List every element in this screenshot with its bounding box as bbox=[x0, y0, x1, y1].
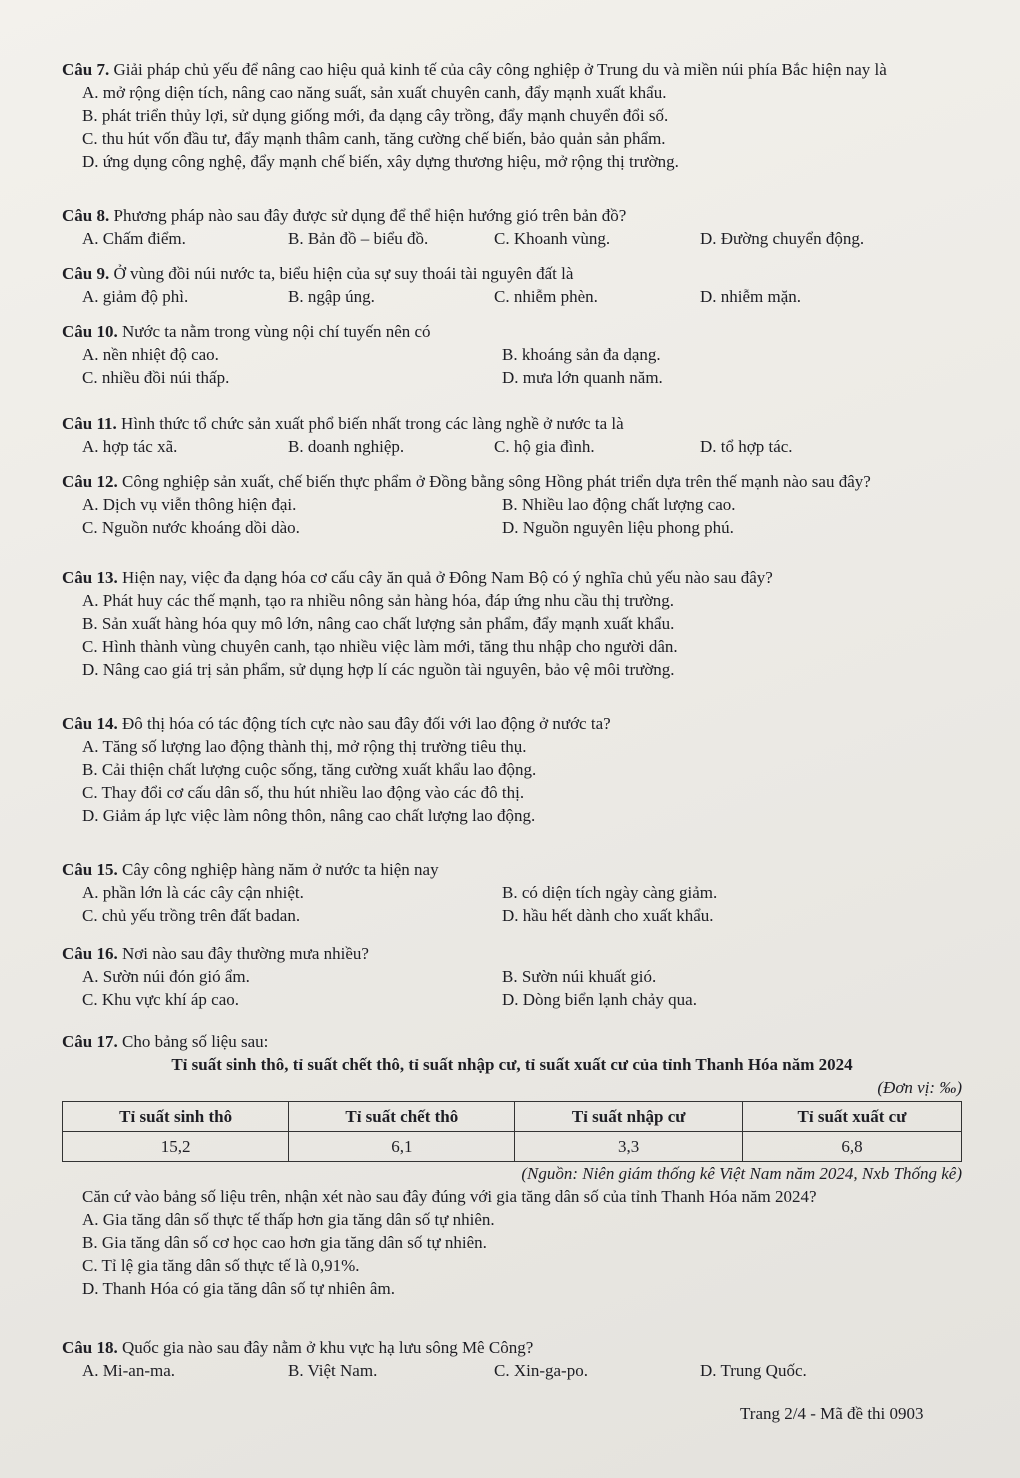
question-stem: Phương pháp nào sau đây được sử dụng để thể hiện hướng gió trên bản đồ? bbox=[113, 206, 627, 225]
question-label: Câu 9. bbox=[62, 264, 110, 283]
option-d: D. nhiễm mặn. bbox=[700, 287, 802, 306]
question-label: Câu 17. bbox=[62, 1032, 118, 1051]
table-cell: 6,1 bbox=[289, 1132, 515, 1162]
question-text: Căn cứ vào bảng số liệu trên, nhận xét nào sau đây đúng với gia tăng dân số của tỉnh Thanh Hóa năm 2024? bbox=[82, 1187, 817, 1206]
option-b: B. Sản xuất hàng hóa quy mô lớn, nâng cao chất lượng sản phẩm, đẩy mạnh xuất khẩu. bbox=[82, 614, 675, 633]
option-c: C. Khu vực khí áp cao. bbox=[82, 990, 239, 1009]
table-source: (Nguồn: Niên giám thống kê Việt Nam năm 2024, Nxb Thống kê) bbox=[521, 1164, 962, 1183]
question-15 bbox=[62, 858, 962, 927]
option-b: B. Cải thiện chất lượng cuộc sống, tăng cường xuất khẩu lao động. bbox=[82, 760, 537, 779]
option-c: C. Khoanh vùng. bbox=[494, 229, 611, 248]
option-b: B. phát triển thủy lợi, sử dụng giống mới, đa dạng cây trồng, đẩy mạnh chuyển đổi số. bbox=[82, 106, 669, 125]
option-b: B. Việt Nam. bbox=[288, 1361, 378, 1380]
option-d: D. mưa lớn quanh năm. bbox=[502, 368, 663, 387]
option-a: A. mở rộng diện tích, nâng cao năng suất, sản xuất chuyên canh, đẩy mạnh xuất khẩu. bbox=[82, 83, 667, 102]
table-title: Tỉ suất sinh thô, tỉ suất chết thô, tỉ suất nhập cư, tỉ suất xuất cư của tỉnh Thanh Hóa năm 2024 bbox=[171, 1055, 853, 1074]
option-a: A. Mi-an-ma. bbox=[82, 1361, 176, 1380]
question-stem: Đô thị hóa có tác động tích cực nào sau đây đối với lao động ở nước ta? bbox=[121, 714, 611, 733]
option-b: B. Gia tăng dân số cơ học cao hơn gia tăng dân số tự nhiên. bbox=[82, 1233, 487, 1252]
option-c: C. nhiễm phèn. bbox=[494, 287, 598, 306]
table-row bbox=[63, 1132, 962, 1162]
question-label: Câu 14. bbox=[62, 714, 118, 733]
question-10 bbox=[62, 320, 962, 389]
option-d: D. ứng dụng công nghệ, đẩy mạnh chế biến, xây dựng thương hiệu, mở rộng thị trường. bbox=[82, 152, 679, 171]
option-d: D. Đường chuyển động. bbox=[700, 229, 865, 248]
option-c: C. Thay đổi cơ cấu dân số, thu hút nhiều lao động vào các đô thị. bbox=[82, 783, 525, 802]
question-7 bbox=[62, 58, 962, 173]
question-stem: Giải pháp chủ yếu để nâng cao hiệu quả kinh tế của cây công nghiệp ở Trung du và miền núi phía Bắc hiện nay là bbox=[113, 60, 887, 79]
option-c: C. Hình thành vùng chuyên canh, tạo nhiều việc làm mới, tăng thu nhập cho người dân. bbox=[82, 637, 678, 656]
option-c: C. thu hút vốn đầu tư, đẩy mạnh thâm canh, tăng cường chế biến, bảo quản sản phẩm. bbox=[82, 129, 666, 148]
option-d: D. Dòng biển lạnh chảy qua. bbox=[502, 990, 697, 1009]
option-b: B. khoáng sản đa dạng. bbox=[502, 345, 661, 364]
table-header: Tỉ suất xuất cư bbox=[742, 1102, 961, 1132]
question-stem: Cây công nghiệp hàng năm ở nước ta hiện nay bbox=[121, 860, 439, 879]
question-label: Câu 8. bbox=[62, 206, 110, 225]
question-label: Câu 16. bbox=[62, 944, 118, 963]
question-stem: Nơi nào sau đây thường mưa nhiều? bbox=[121, 944, 369, 963]
question-label: Câu 13. bbox=[62, 568, 118, 587]
option-a: A. Tăng số lượng lao động thành thị, mở rộng thị trường tiêu thụ. bbox=[82, 737, 527, 756]
question-8 bbox=[62, 204, 962, 250]
table-cell: 15,2 bbox=[63, 1132, 289, 1162]
option-d: D. Thanh Hóa có gia tăng dân số tự nhiên âm. bbox=[82, 1279, 395, 1298]
data-table bbox=[62, 1101, 962, 1162]
question-stem: Ở vùng đồi núi nước ta, biểu hiện của sự suy thoái tài nguyên đất là bbox=[113, 264, 574, 283]
option-b: B. Sườn núi khuất gió. bbox=[502, 967, 657, 986]
question-label: Câu 12. bbox=[62, 472, 118, 491]
question-16 bbox=[62, 942, 962, 1011]
table-cell: 6,8 bbox=[742, 1132, 961, 1162]
option-c: C. chủ yếu trồng trên đất badan. bbox=[82, 906, 301, 925]
question-label: Câu 10. bbox=[62, 322, 118, 341]
option-b: B. có diện tích ngày càng giảm. bbox=[502, 883, 718, 902]
option-a: A. giảm độ phì. bbox=[82, 287, 189, 306]
option-a: A. Chấm điểm. bbox=[82, 229, 186, 248]
option-a: A. Gia tăng dân số thực tế thấp hơn gia tăng dân số tự nhiên. bbox=[82, 1210, 495, 1229]
question-stem: Hiện nay, việc đa dạng hóa cơ cấu cây ăn quả ở Đông Nam Bộ có ý nghĩa chủ yếu nào sau đây? bbox=[121, 568, 773, 587]
table-header: Tỉ suất chết thô bbox=[289, 1102, 515, 1132]
question-17 bbox=[62, 1030, 962, 1300]
option-b: B. ngập úng. bbox=[288, 287, 375, 306]
question-stem: Công nghiệp sản xuất, chế biến thực phẩm ở Đồng bằng sông Hồng phát triển dựa trên thế mạnh nào sau đây? bbox=[121, 472, 871, 491]
table-header: Tỉ suất sinh thô bbox=[63, 1102, 289, 1132]
option-c: C. nhiều đồi núi thấp. bbox=[82, 368, 230, 387]
question-13 bbox=[62, 566, 962, 681]
option-c: C. hộ gia đình. bbox=[494, 437, 595, 456]
question-14 bbox=[62, 712, 962, 827]
page-footer: Trang 2/4 - Mã đề thi 0903 bbox=[740, 1404, 924, 1423]
question-stem: Hình thức tổ chức sản xuất phổ biến nhất trong các làng nghề ở nước ta là bbox=[121, 414, 624, 433]
option-a: A. phần lớn là các cây cận nhiệt. bbox=[82, 883, 304, 902]
option-a: A. Dịch vụ viễn thông hiện đại. bbox=[82, 495, 297, 514]
table-header: Tỉ suất nhập cư bbox=[515, 1102, 743, 1132]
option-b: B. doanh nghiệp. bbox=[288, 437, 405, 456]
option-c: C. Xin-ga-po. bbox=[494, 1361, 588, 1380]
option-a: A. Phát huy các thế mạnh, tạo ra nhiều nông sản hàng hóa, đáp ứng nhu cầu thị trường. bbox=[82, 591, 675, 610]
question-stem: Cho bảng số liệu sau: bbox=[121, 1032, 269, 1051]
option-d: D. Giảm áp lực việc làm nông thôn, nâng cao chất lượng lao động. bbox=[82, 806, 536, 825]
option-a: A. Sườn núi đón gió ẩm. bbox=[82, 967, 250, 986]
option-d: D. Nguồn nguyên liệu phong phú. bbox=[502, 518, 734, 537]
option-a: A. hợp tác xã. bbox=[82, 437, 178, 456]
question-label: Câu 7. bbox=[62, 60, 110, 79]
question-stem: Quốc gia nào sau đây nằm ở khu vực hạ lưu sông Mê Công? bbox=[121, 1338, 534, 1357]
option-b: B. Nhiều lao động chất lượng cao. bbox=[502, 495, 736, 514]
option-b: B. Bản đồ – biểu đồ. bbox=[288, 229, 429, 248]
question-stem: Nước ta nằm trong vùng nội chí tuyến nên có bbox=[121, 322, 431, 341]
table-header-row bbox=[63, 1102, 962, 1132]
question-12 bbox=[62, 470, 962, 539]
option-a: A. nền nhiệt độ cao. bbox=[82, 345, 219, 364]
option-c: C. Nguồn nước khoáng dồi dào. bbox=[82, 518, 300, 537]
question-label: Câu 18. bbox=[62, 1338, 118, 1357]
table-cell: 3,3 bbox=[515, 1132, 743, 1162]
question-label: Câu 15. bbox=[62, 860, 118, 879]
option-d: D. tổ hợp tác. bbox=[700, 437, 793, 456]
question-9 bbox=[62, 262, 962, 308]
question-label: Câu 11. bbox=[62, 414, 117, 433]
option-d: D. hầu hết dành cho xuất khẩu. bbox=[502, 906, 714, 925]
question-18 bbox=[62, 1336, 962, 1382]
option-c: C. Tỉ lệ gia tăng dân số thực tế là 0,91%. bbox=[82, 1256, 360, 1275]
table-unit: (Đơn vị: ‰) bbox=[877, 1078, 962, 1097]
option-d: D. Trung Quốc. bbox=[700, 1361, 807, 1380]
question-11 bbox=[62, 412, 962, 458]
option-d: D. Nâng cao giá trị sản phẩm, sử dụng hợp lí các nguồn tài nguyên, bảo vệ môi trường. bbox=[82, 660, 675, 679]
